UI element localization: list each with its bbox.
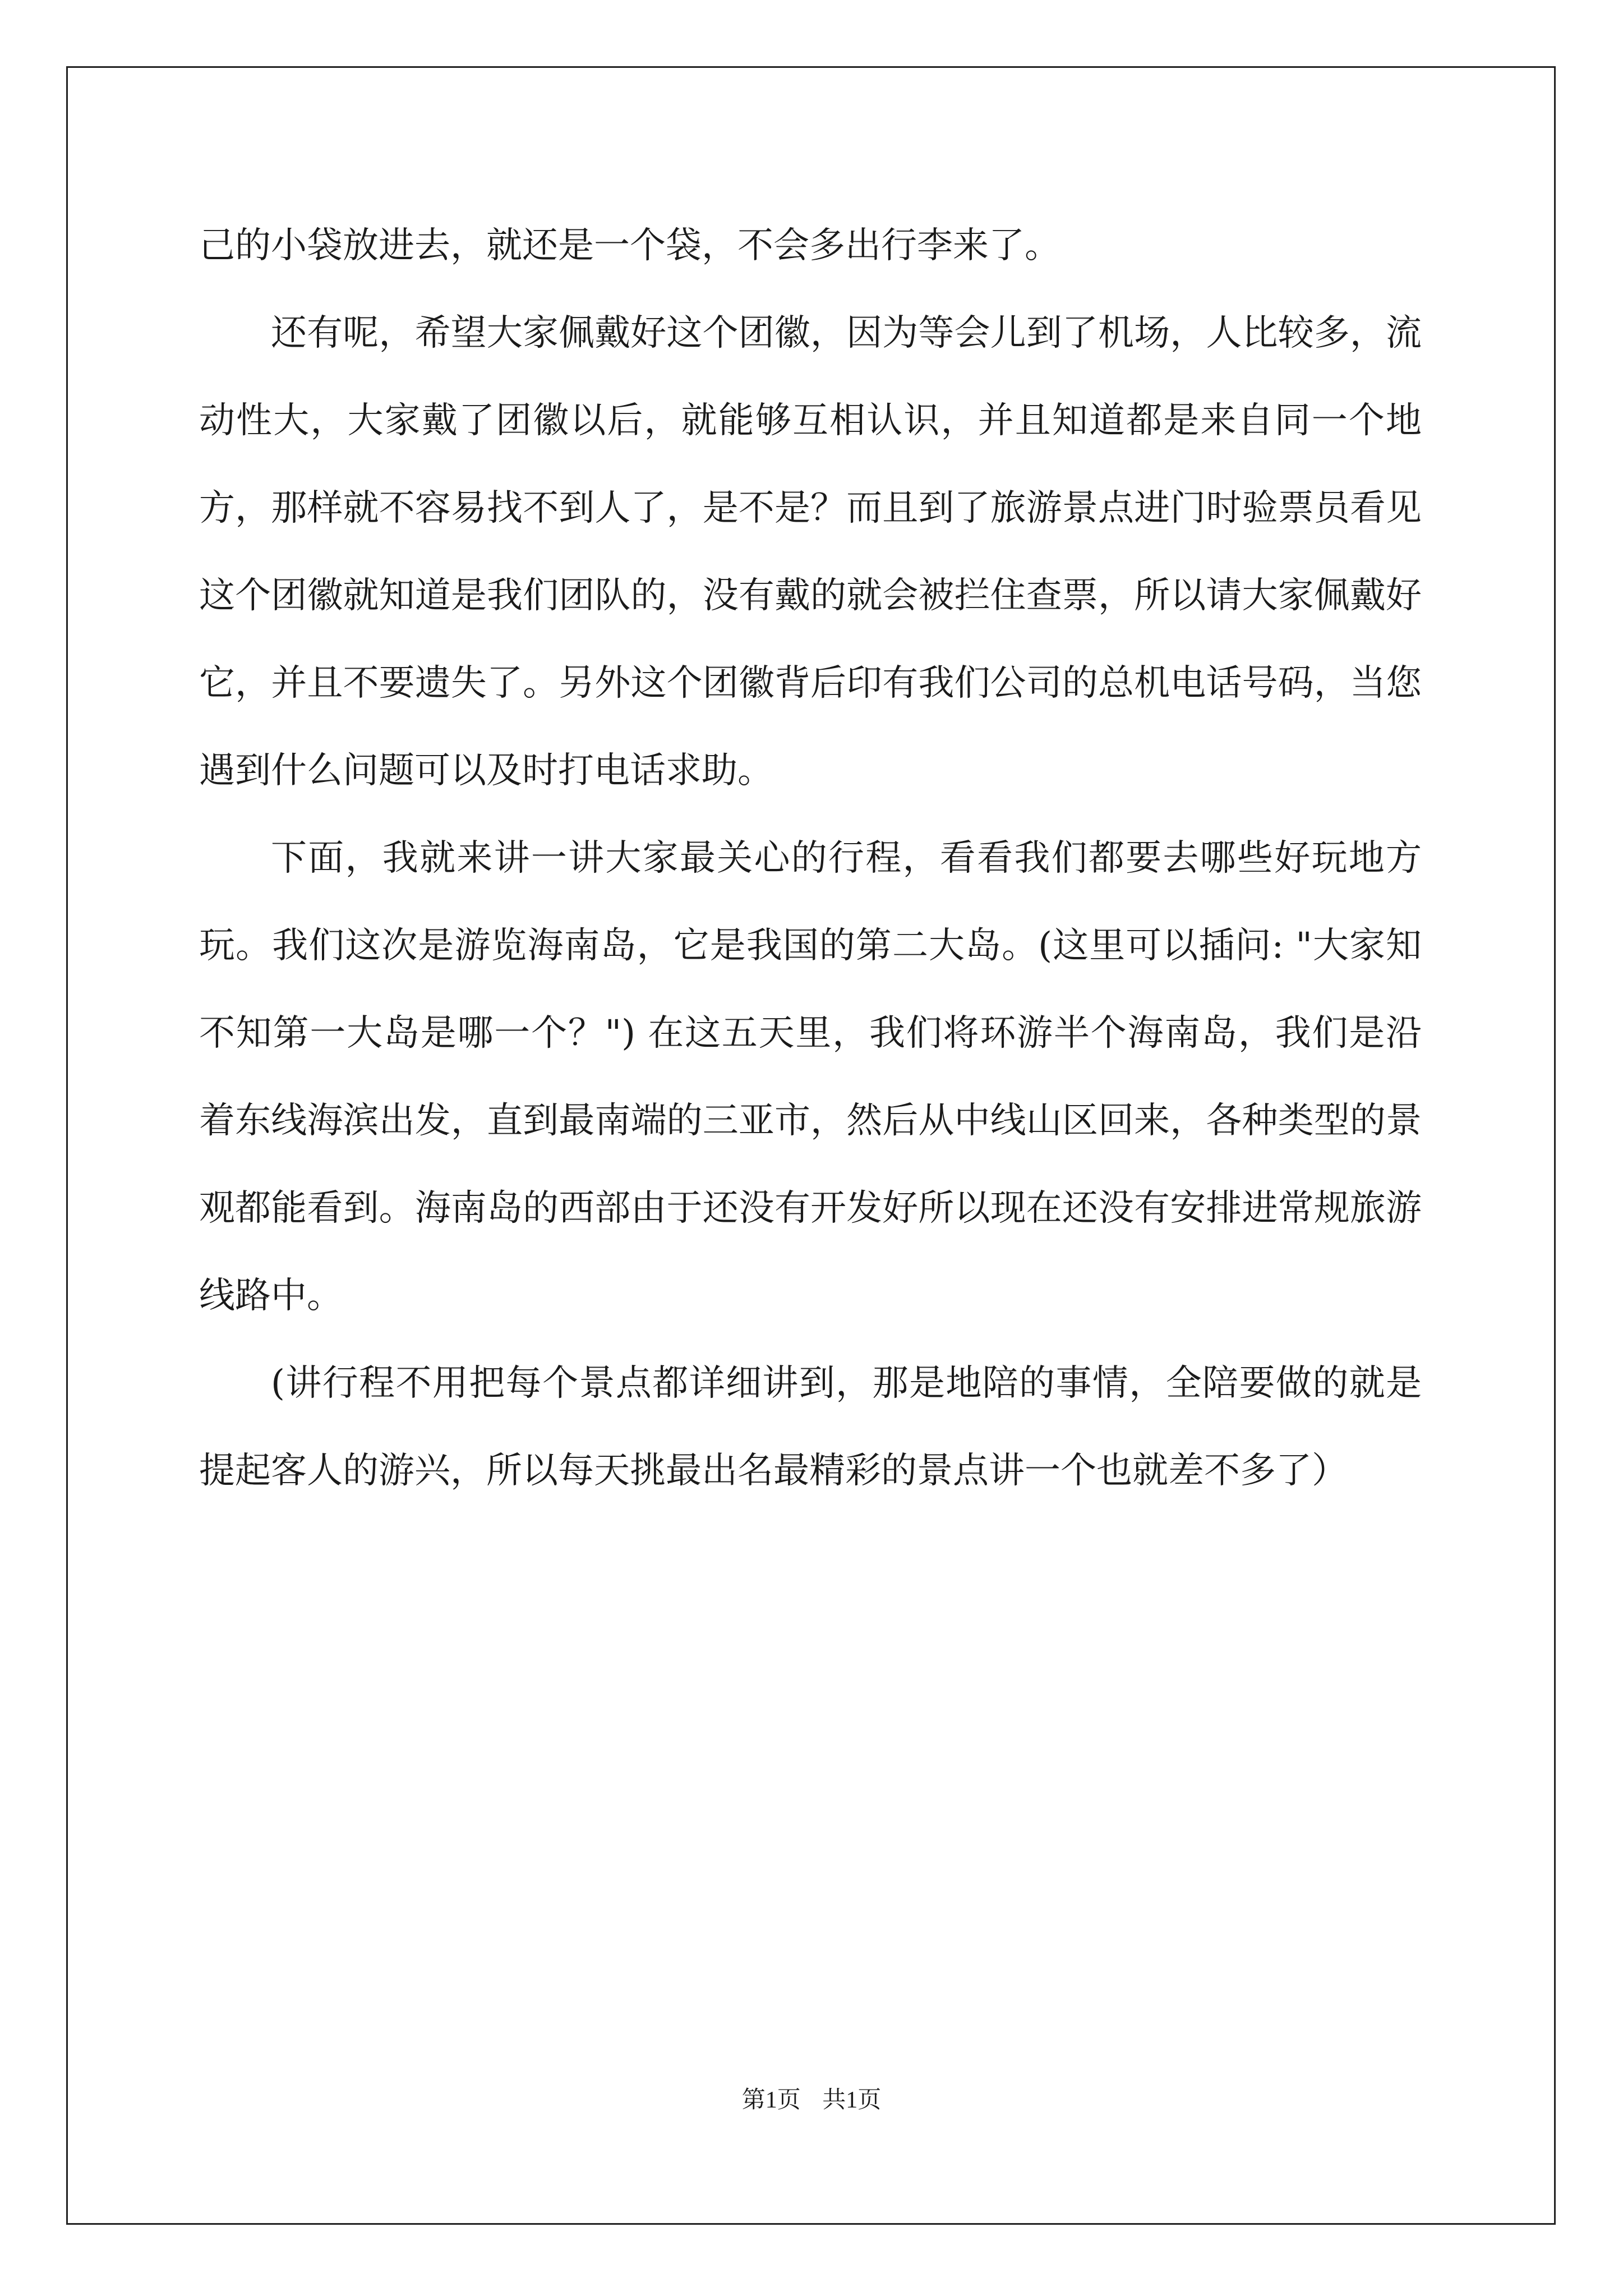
paragraph-1: 己的小袋放进去，就还是一个袋，不会多出行李来了。: [199, 225, 1061, 266]
page-total: 共1页: [822, 2087, 882, 2113]
paragraph-3: 下面，我就来讲一讲大家最关心的行程，看看我们都要去哪些好玩地方玩。我们这次是游览海南岛，它是我国的第二大岛。(这里可以插问: "大家知不知第一大岛是哪一个？") 在这五天里，我们将环游半个海南岛，我们是沿着东线海滨出发，直到最南端的三亚市，然后从中线山区回来，各种类型的景观都能看到。海南岛的西部由于还没有开发好所以现在还没有安排进常规旅游线路中。: [199, 838, 1422, 1317]
paragraph-2: 还有呢，希望大家佩戴好这个团徽，因为等会儿到了机场，人比较多，流动性大，大家戴了团徽以后，就能够互相认识，并且知道都是来自同一个地方，那样就不容易找不到人了，是不是？而且到了旅游景点进门时验票员看见这个团徽就知道是我们团队的，没有戴的就会被拦住查票，所以请大家佩戴好它，并且不要遗失了。另外这个团徽背后印有我们公司的总机电话号码，当您遇到什么问题可以及时打电话求助。: [199, 312, 1422, 792]
document-body: [199, 202, 1422, 1515]
paragraph-4: (讲行程不用把每个景点都详细讲到，那是地陪的事情，全陪要做的就是提起客人的游兴，所以每天挑最出名最精彩的景点讲一个也就差不多了）: [199, 1363, 1422, 1492]
page-number: 第1页: [741, 2087, 801, 2113]
page-footer: [0, 2081, 1623, 2115]
